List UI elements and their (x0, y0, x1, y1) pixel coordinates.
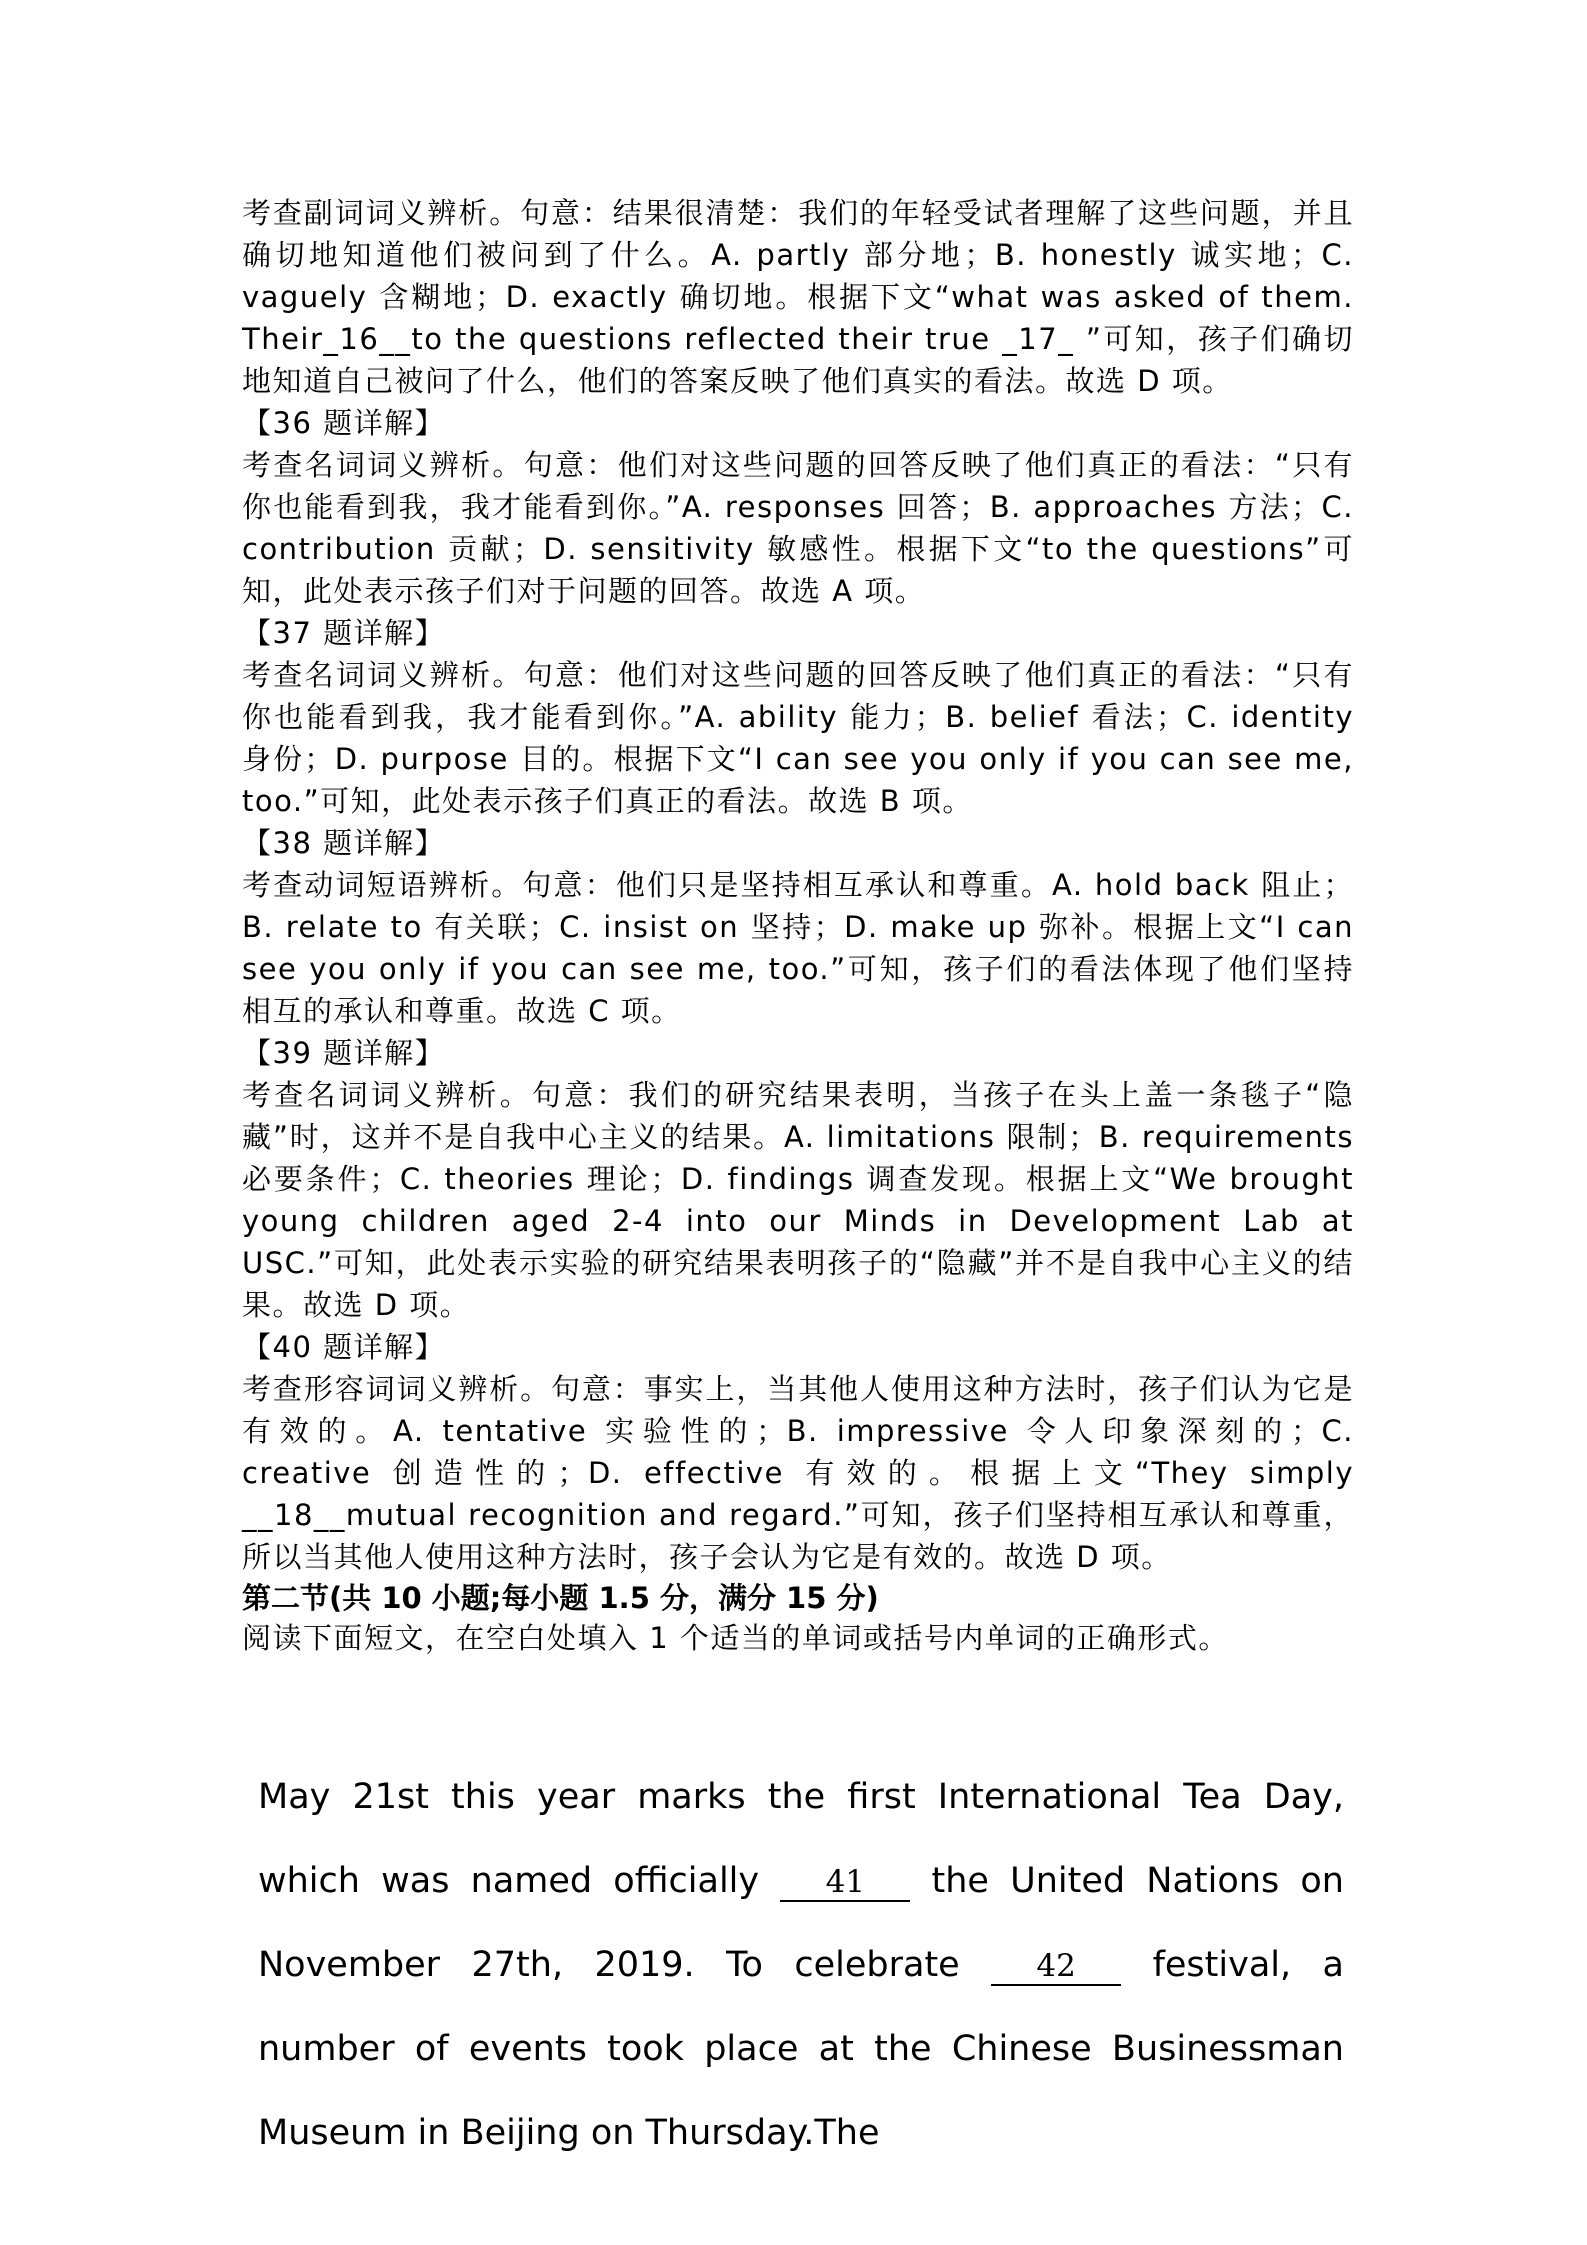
explanation-35: 考查副词词义辨析。句意：结果很清楚：我们的年轻受试者理解了这些问题，并且确切地知道他们被问到了什么。A. partly 部分地；B. honestly 诚实地；C. vaguely 含糊地；D. exactly 确切地。根据下文“what was asked of them. Their_16__to the questions reflected their true _17_ ”可知，孩子们确切地知道自己被问了什么，他们的答案反映了他们真实的看法。故选 D 项。 (242, 196, 1354, 398)
reading-passage (258, 1755, 1344, 2175)
explanation-40: 考查形容词词义辨析。句意：事实上，当其他人使用这种方法时，孩子们认为它是有效的。A. tentative 实验性的；B. impressive 令人印象深刻的；C. creative 创造性的；D. effective 有效的。根据上文“They simply __18__mutual recognition and regard.”可知，孩子们坚持相互承认和尊重，所以当其他人使用这种方法时，孩子会认为它是有效的。故选 D 项。 (242, 1372, 1354, 1574)
explanation-38: 考查动词短语辨析。句意：他们只是坚持相互承认和尊重。A. hold back 阻止；B. relate to 有关联；C. insist on 坚持；D. make up 弥补。根据上文“I can see you only if you can see me, too.”可知，孩子们的看法体现了他们坚持相互的承认和尊重。故选 C 项。 (242, 868, 1354, 1028)
blank-41: 41 (780, 1864, 910, 1902)
question-39-heading: 【39 题详解】 (242, 1036, 446, 1070)
passage-text-1: May 21st this year marks the first International Tea Day, which was named officially (258, 1777, 1344, 1901)
blank-42: 42 (991, 1948, 1121, 1986)
passage-text-2: the United Nations on November 27th, 2019. To celebrate (258, 1861, 1344, 1985)
passage-text-3: festival, a number of events took place at the Chinese Businessman Museum in Beijing on Thursday.The (258, 1945, 1344, 2153)
explanation-36: 考查名词词义辨析。句意：他们对这些问题的回答反映了他们真正的看法：“只有你也能看到我，我才能看到你。”A. responses 回答；B. approaches 方法；C. contribution 贡献；D. sensitivity 敏感性。根据下文“to the questions”可知，此处表示孩子们对于问题的回答。故选 A 项。 (242, 448, 1354, 608)
section-instruction: 阅读下面短文，在空白处填入 1 个适当的单词或括号内单词的正确形式。 (242, 1621, 1229, 1655)
answer-explanations (242, 192, 1354, 1658)
section-title: 第二节(共 10 小题;每小题 1.5 分，满分 15 分) (242, 1581, 879, 1615)
question-36-heading: 【36 题详解】 (242, 406, 446, 440)
explanation-39: 考查名词词义辨析。句意：我们的研究结果表明，当孩子在头上盖一条毯子“隐藏”时，这并不是自我中心主义的结果。A. limitations 限制；B. requirements 必要条件；C. theories 理论；D. findings 调查发现。根据上文“We brought young children aged 2-4 into our Minds in Development Lab at USC.”可知，此处表示实验的研究结果表明孩子的“隐藏”并不是自我中心主义的结果。故选 D 项。 (242, 1078, 1354, 1322)
question-38-heading: 【38 题详解】 (242, 826, 446, 860)
question-40-heading: 【40 题详解】 (242, 1330, 446, 1364)
explanation-37: 考查名词词义辨析。句意：他们对这些问题的回答反映了他们真正的看法：“只有你也能看到我，我才能看到你。”A. ability 能力；B. belief 看法；C. identity 身份；D. purpose 目的。根据下文“I can see you only if you can see me, too.”可知，此处表示孩子们真正的看法。故选 B 项。 (242, 658, 1354, 818)
question-37-heading: 【37 题详解】 (242, 616, 446, 650)
